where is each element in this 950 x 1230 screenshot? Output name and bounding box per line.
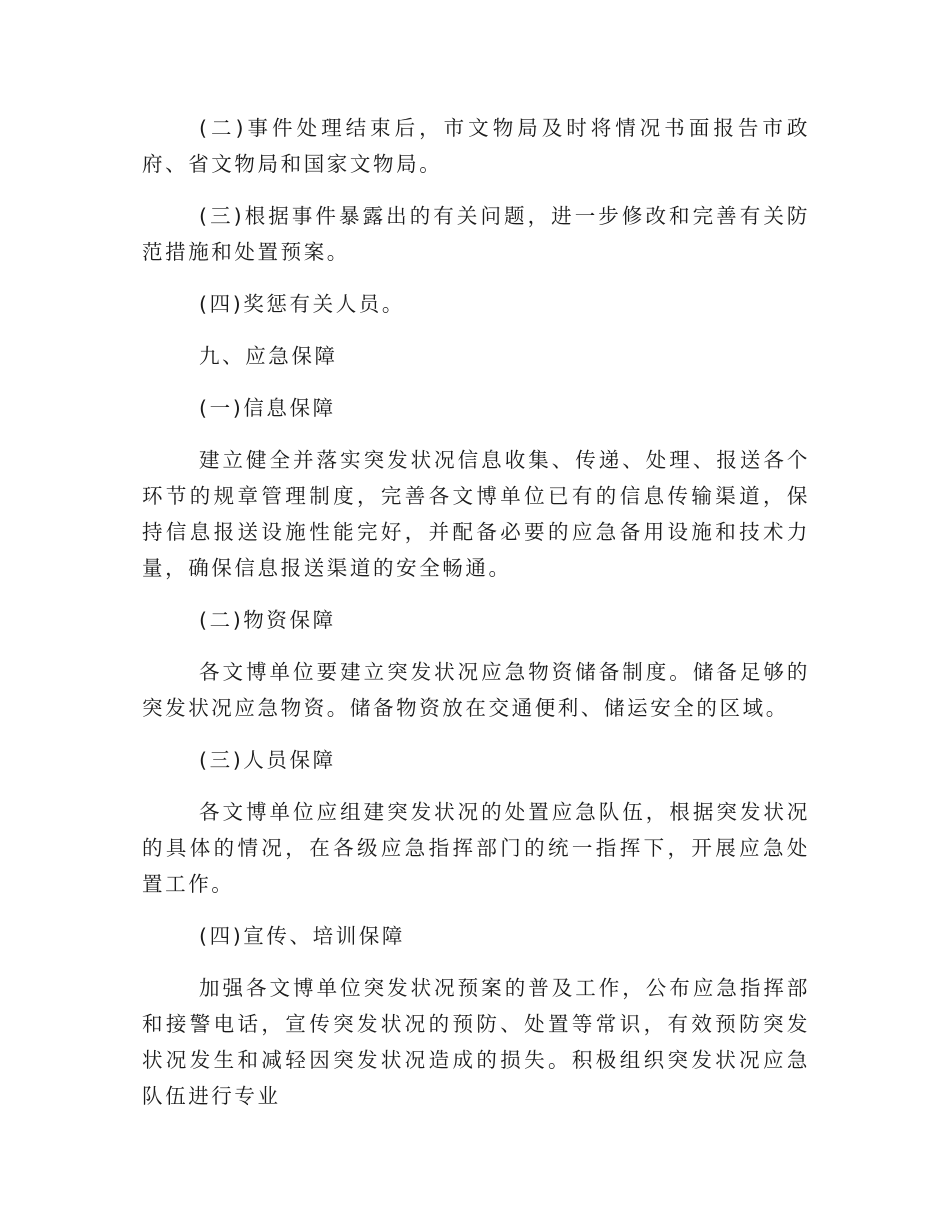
subheading-personnel-support: (三)人员保障	[199, 748, 336, 772]
subheading-publicity-training: (四)宣传、培训保障	[199, 924, 405, 948]
paragraph-personnel-support: 各文博单位应组建突发状况的处置应急队伍，根据突发状况的具体的情况，在各级应急指挥部门的统一指挥下，开展应急处置工作。	[142, 800, 810, 896]
subheading-information-support: (一)信息保障	[199, 396, 336, 420]
subheading-material-support: (二)物资保障	[199, 608, 336, 632]
paragraph-information-support: 建立健全并落实突发状况信息收集、传递、处理、报送各个环节的规章管理制度，完善各文博单位已有的信息传输渠道，保持信息报送设施性能完好，并配备必要的应急备用设施和技术力量，确保信息报送渠道的安全畅通。	[142, 448, 810, 580]
paragraph-improve-measures: (三)根据事件暴露出的有关问题，进一步修改和完善有关防范措施和处置预案。	[142, 204, 810, 264]
section-heading-emergency-support: 九、应急保障	[199, 344, 338, 368]
paragraph-report-after-incident: (二)事件处理结束后，市文物局及时将情况书面报告市政府、省文物局和国家文物局。	[142, 116, 810, 176]
paragraph-rewards-penalties: (四)奖惩有关人员。	[199, 292, 405, 316]
document-body	[142, 110, 810, 1130]
paragraph-material-support: 各文博单位要建立突发状况应急物资储备制度。储备足够的突发状况应急物资。储备物资放在交通便利、储运安全的区域。	[142, 660, 810, 720]
paragraph-publicity-training: 加强各文博单位突发状况预案的普及工作，公布应急指挥部和接警电话，宣传突发状况的预防、处置等常识，有效预防突发状况发生和减轻因突发状况造成的损失。积极组织突发状况应急队伍进行专业	[142, 976, 810, 1108]
